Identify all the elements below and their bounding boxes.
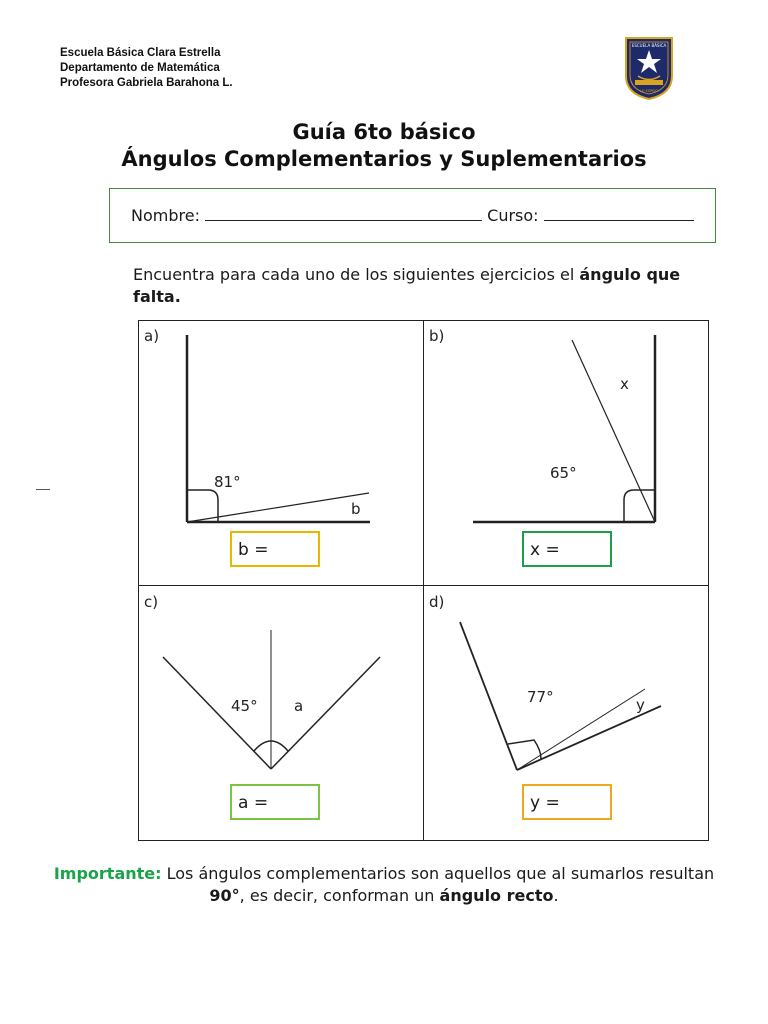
exercise-b-unknown: x [620,375,629,393]
exercise-a-angle: 81° [214,473,241,491]
school-name: Escuela Básica Clara Estrella [60,47,221,59]
important-note: Importante: Los ángulos complementarios son aquellos que al sumarlos resultan 90°, es decir, conforman un ángulo recto. [53,864,715,905]
exercise-a-unknown: b [351,500,361,518]
exercise-c-angle: 45° [231,697,258,715]
instruction-text: Encuentra para cada uno de los siguientes ejercicios el ángulo que falta. [133,265,681,306]
exercise-c-unknown: a [294,697,304,715]
svg-text:LO ESPEJO: LO ESPEJO [639,89,659,93]
exercise-b-label: b) [429,327,445,345]
guide-title: Guía 6to básico [292,120,476,144]
teacher-name: Profesora Gabriela Barahona L. [60,77,233,89]
curso-label: Curso: [487,206,539,225]
exercise-a-label: a) [144,327,160,345]
exercise-d-unknown: y [636,696,645,714]
exercise-b-figure [473,335,655,522]
answer-box-b[interactable]: b = [230,531,320,567]
svg-text:ESCUELA BÁSICA: ESCUELA BÁSICA [631,43,667,48]
exercise-d-angle: 77° [527,688,554,706]
nombre-label: Nombre: [131,206,200,225]
exercise-d-label: d) [429,593,445,611]
department-name: Departamento de Matemática [60,62,220,74]
exercise-b-angle: 65° [550,464,577,482]
exercise-c-figure [163,630,380,769]
exercise-a-figure [187,335,370,522]
guide-subtitle: Ángulos Complementarios y Suplementarios [121,147,647,171]
exercise-c-label: c) [144,593,159,611]
instruction-bold: ángulo que falta. [133,265,681,306]
important-label: Importante: [53,864,162,883]
answer-box-a[interactable]: a = [230,784,320,820]
answer-box-y[interactable]: y = [522,784,612,820]
answer-box-x[interactable]: x = [522,531,612,567]
exercise-d-figure [460,622,661,770]
